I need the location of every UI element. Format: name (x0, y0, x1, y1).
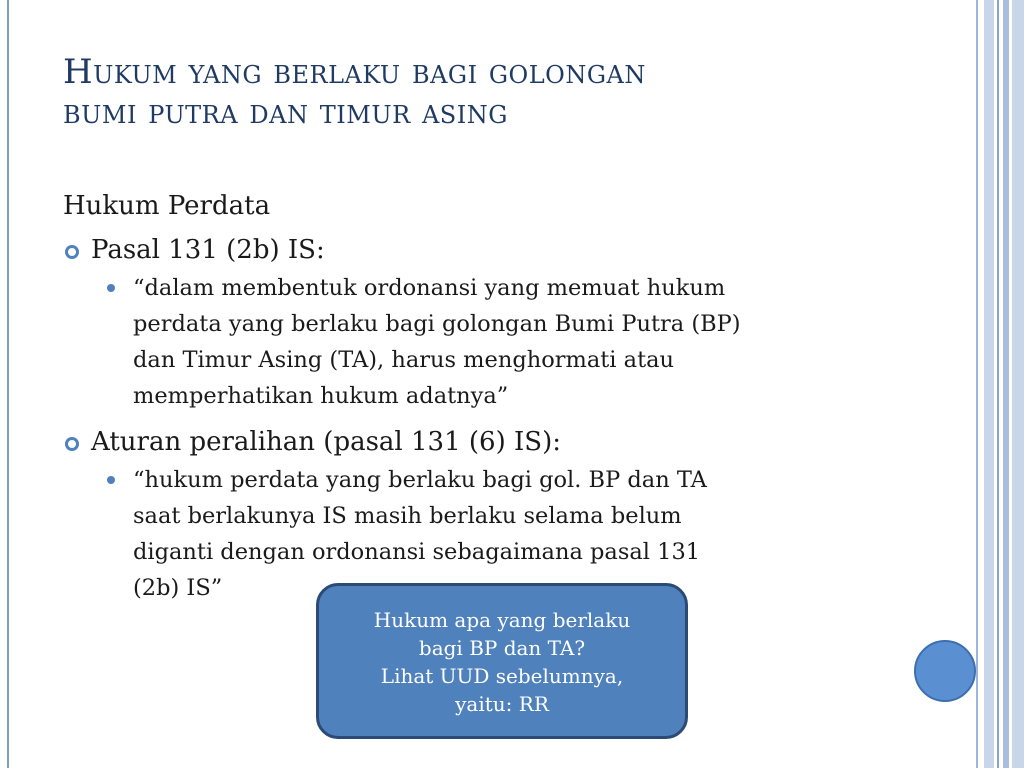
left-border-line (7, 0, 9, 768)
stripe (1012, 0, 1024, 768)
slide-body (63, 186, 883, 616)
bullet-point-2 (63, 424, 883, 460)
sub-bullet-1-line: memperhatikan hukum adatnya” (133, 383, 509, 409)
callout-line: yaitu: RR (455, 692, 549, 716)
stripe (997, 0, 999, 768)
sub-bullet-1 (133, 270, 883, 414)
sub-bullet-1-line: “dalam membentuk ordonansi yang memuat hukum (133, 275, 726, 301)
dot-bullet-icon (107, 476, 115, 484)
callout-box (316, 583, 688, 739)
ring-bullet-icon (65, 245, 79, 259)
sub-bullet-1-line: dan Timur Asing (TA), harus menghormati atau (133, 347, 675, 373)
bullet-point-1 (63, 232, 883, 268)
right-decorative-stripes (976, 0, 1024, 768)
stripe (984, 0, 994, 768)
sub-bullet-2-line: diganti dengan ordonansi sebagaimana pasal 131 (133, 539, 701, 565)
callout-line: Hukum apa yang berlaku (373, 608, 631, 632)
stripe (976, 0, 978, 768)
sub-bullet-2-line: “hukum perdata yang berlaku bagi gol. BP dan TA (133, 467, 707, 493)
bullet-point-1-label: Pasal 131 (2b) IS: (91, 235, 325, 265)
decorative-circle (914, 640, 976, 702)
callout-line: Lihat UUD sebelumnya, (380, 664, 624, 688)
section-heading: Hukum Perdata (63, 191, 271, 221)
sub-bullet-2-line: saat berlakunya IS masih berlaku selama belum (133, 503, 682, 529)
bullet-point-2-label: Aturan peralihan (pasal 131 (6) IS): (91, 427, 561, 457)
stripe (1003, 0, 1009, 768)
sub-bullet-2-line: (2b) IS” (133, 575, 223, 601)
title-line-1: Hukum yang berlaku bagi golongan (63, 52, 646, 92)
slide-title (63, 52, 923, 132)
callout-line: bagi BP dan TA? (418, 636, 586, 660)
title-line-2: bumi putra dan timur asing (63, 92, 508, 132)
dot-bullet-icon (107, 284, 115, 292)
ring-bullet-icon (65, 437, 79, 451)
sub-bullet-1-line: perdata yang berlaku bagi golongan Bumi Putra (BP) (133, 311, 741, 337)
